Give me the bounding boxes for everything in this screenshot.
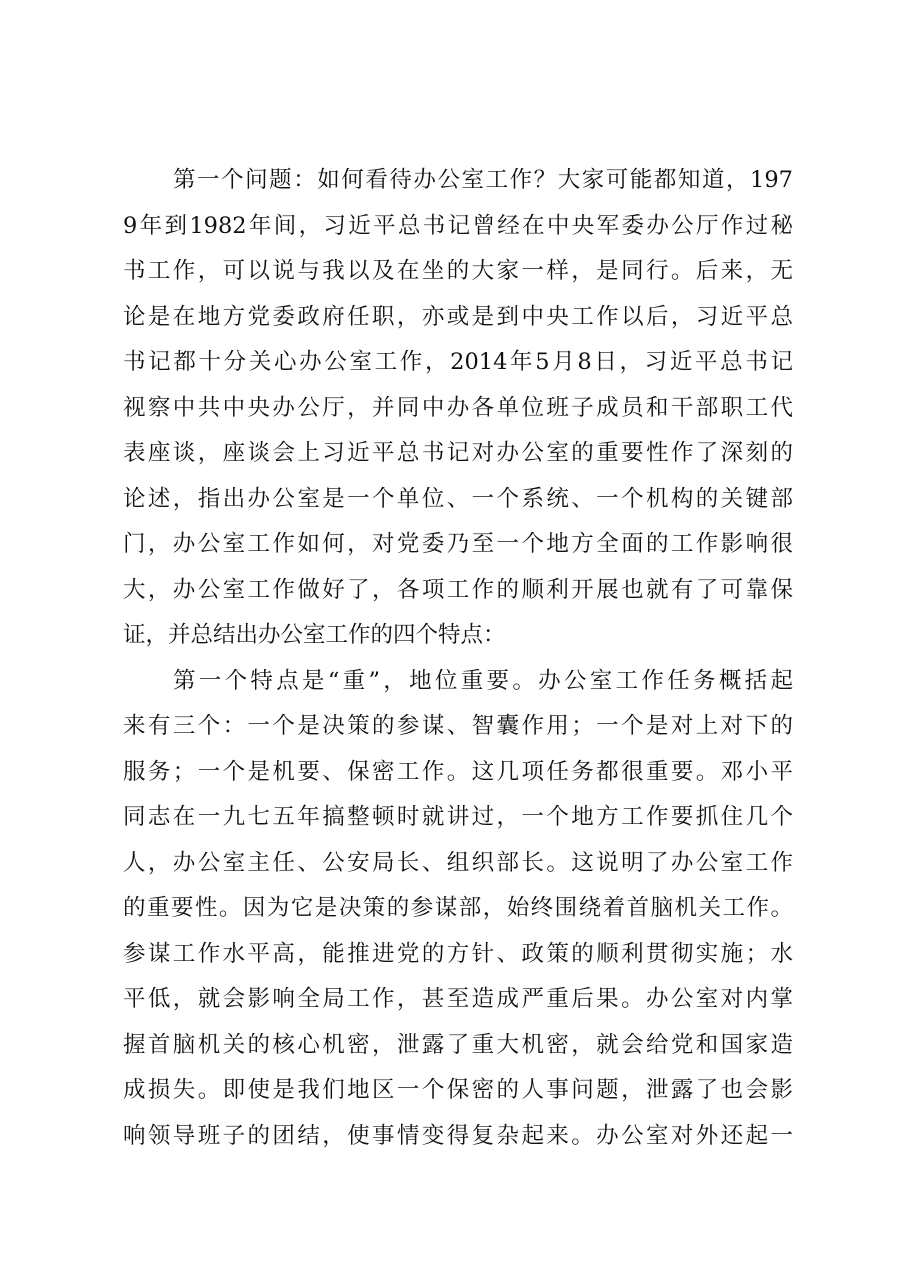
paragraph-2-line-10: 成损失。即使是我们地区一个保密的人事问题，泄露了也会影 (123, 1077, 793, 1103)
paragraph-1-line-11: 证，并总结出办公室工作的四个特点： (123, 622, 506, 648)
paragraph-1-line-4: 论是在地方党委政府任职，亦或是到中央工作以后，习近平总 (123, 303, 793, 330)
paragraph-1-line-7: 表座谈，座谈会上习近平总书记对办公室的重要性作了深刻的 (123, 440, 793, 466)
paragraph-1-line-9: 门，办公室工作如何，对党委乃至一个地方全面的工作影响很 (123, 531, 793, 557)
paragraph-1-line-8: 论述，指出办公室是一个单位、一个系统、一个机构的关键部 (123, 485, 793, 512)
document-body (123, 158, 793, 1159)
paragraph-2-line-4: 同志在一九七五年搞整顿时就讲过，一个地方工作要抓住几个 (123, 804, 793, 830)
paragraph-2 (123, 659, 793, 1160)
paragraph-2-line-5: 人，办公室主任、公安局长、组织部长。这说明了办公室工作 (123, 849, 793, 876)
paragraph-2-line-6: 的重要性。因为它是决策的参谋部，始终围绕着首脑机关工作。 (123, 895, 793, 921)
paragraph-1-line-5: 书记都十分关心办公室工作，2014年5月8日，习近平总书记 (123, 349, 793, 375)
paragraph-2-line-1: 第一个特点是“重”，地位重要。办公室工作任务概括起 (173, 667, 793, 694)
paragraph-2-line-9: 握首脑机关的核心机密，泄露了重大机密，就会给党和国家造 (123, 1031, 793, 1058)
paragraph-1 (123, 158, 793, 659)
paragraph-2-line-11: 响领导班子的团结，使事情变得复杂起来。办公室对外还起一 (123, 1122, 793, 1149)
paragraph-1-line-10: 大，办公室工作做好了，各项工作的顺利开展也就有了可靠保 (123, 576, 793, 603)
paragraph-1-line-1: 第一个问题：如何看待办公室工作？大家可能都知道，197 (173, 167, 793, 193)
paragraph-2-line-3: 服务；一个是机要、保密工作。这几项任务都很重要。邓小平 (123, 758, 793, 785)
paragraph-2-line-8: 平低，就会影响全局工作，甚至造成严重后果。办公室对内掌 (123, 986, 793, 1012)
paragraph-1-line-2: 9年到1982年间，习近平总书记曾经在中央军委办公厅作过秘 (123, 212, 793, 239)
paragraph-2-line-7: 参谋工作水平高，能推进党的方针、政策的顺利贯彻实施；水 (123, 940, 793, 967)
paragraph-2-line-2: 来有三个：一个是决策的参谋、智囊作用；一个是对上对下的 (123, 713, 793, 739)
paragraph-1-line-3: 书工作，可以说与我以及在坐的大家一样，是同行。后来，无 (123, 258, 793, 284)
paragraph-1-line-6: 视察中共中央办公厅，并同中办各单位班子成员和干部职工代 (123, 394, 793, 421)
